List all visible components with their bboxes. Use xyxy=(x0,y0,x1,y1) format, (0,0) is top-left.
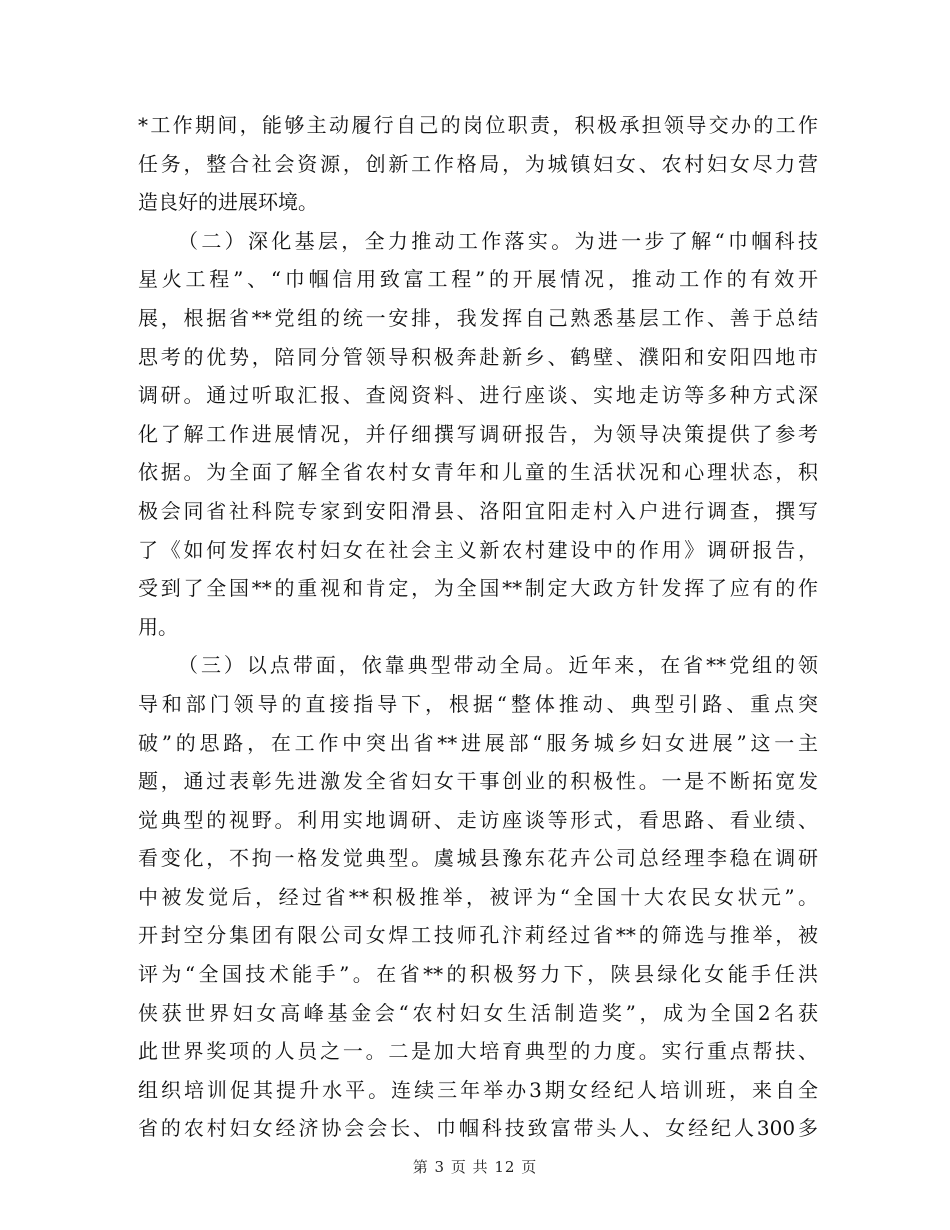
text-line: （三）以点带面，依靠典型带动全局。近年来，在省**党组的领 xyxy=(178,653,818,678)
text-line: 任务，整合社会资源，创新工作格局，为城镇妇女、农村妇女尽力营 xyxy=(138,151,818,176)
text-line: 题，通过表彰先进激发全省妇女干事创业的积极性。一是不断拓宽发 xyxy=(138,769,818,794)
text-line: 破”的思路，在工作中突出省**进展部“服务城乡妇女进展”这一主 xyxy=(138,730,818,755)
text-line: 觉典型的视野。利用实地调研、走访座谈等形式，看思路、看业绩、 xyxy=(138,807,818,832)
text-line: 星火工程”、“巾帼信用致富工程”的开展情况，推动工作的有效开 xyxy=(138,267,818,292)
text-line: 极会同省社科院专家到安阳滑县、洛阳宜阳走村入户进行调查，撰写 xyxy=(138,498,818,523)
text-line: 造良好的进展环境。 xyxy=(138,190,318,215)
text-line: 评为“全国技术能手”。在省**的积极努力下，陕县绿化女能手任洪 xyxy=(138,962,818,987)
text-line: 依据。为全面了解全省农村女青年和儿童的生活状况和心理状态，积 xyxy=(138,460,818,485)
text-line: 看变化，不拘一格发觉典型。虞城县豫东花卉公司总经理李稳在调研 xyxy=(138,846,818,871)
text-line: 思考的优势，陪同分管领导积极奔赴新乡、鹤壁、濮阳和安阳四地市 xyxy=(138,344,818,369)
text-line: 组织培训促其提升水平。连续三年举办3期女经纪人培训班，来自全 xyxy=(138,1077,818,1102)
text-line: 调研。通过听取汇报、查阅资料、进行座谈、实地走访等多种方式深 xyxy=(138,383,818,408)
text-line: 侠获世界妇女高峰基金会“农村妇女生活制造奖”，成为全国2名获 xyxy=(138,1000,818,1025)
body-text xyxy=(138,106,818,1148)
text-line: 化了解工作进展情况，并仔细撰写调研报告，为领导决策提供了参考 xyxy=(138,421,818,446)
text-line: 展，根据省**党组的统一安排，我发挥自己熟悉基层工作、善于总结 xyxy=(138,305,818,330)
text-line: （二）深化基层，全力推动工作落实。为进一步了解“巾帼科技 xyxy=(178,228,818,253)
text-line: 导和部门领导的直接指导下，根据“整体推动、典型引路、重点突 xyxy=(138,691,818,716)
text-line: 了《如何发挥农村妇女在社会主义新农村建设中的作用》调研报告， xyxy=(138,537,818,562)
text-line: 省的农村妇女经济协会会长、巾帼科技致富带头人、女经纪人300多 xyxy=(138,1116,818,1141)
text-line: 用。 xyxy=(138,614,178,639)
text-line: 开封空分集团有限公司女焊工技师孔汴莉经过省**的筛选与推举，被 xyxy=(138,923,818,948)
text-line: *工作期间，能够主动履行自己的岗位职责，积极承担领导交办的工作 xyxy=(138,113,818,137)
page-number-footer: 第 3 页 共 12 页 xyxy=(412,1158,538,1176)
text-line: 此世界奖项的人员之一。二是加大培育典型的力度。实行重点帮扶、 xyxy=(138,1039,818,1064)
text-line: 中被发觉后，经过省**积极推举，被评为“全国十大农民女状元”。 xyxy=(138,884,818,909)
text-line: 受到了全国**的重视和肯定，为全国**制定大政方针发挥了应有的作 xyxy=(138,576,818,601)
